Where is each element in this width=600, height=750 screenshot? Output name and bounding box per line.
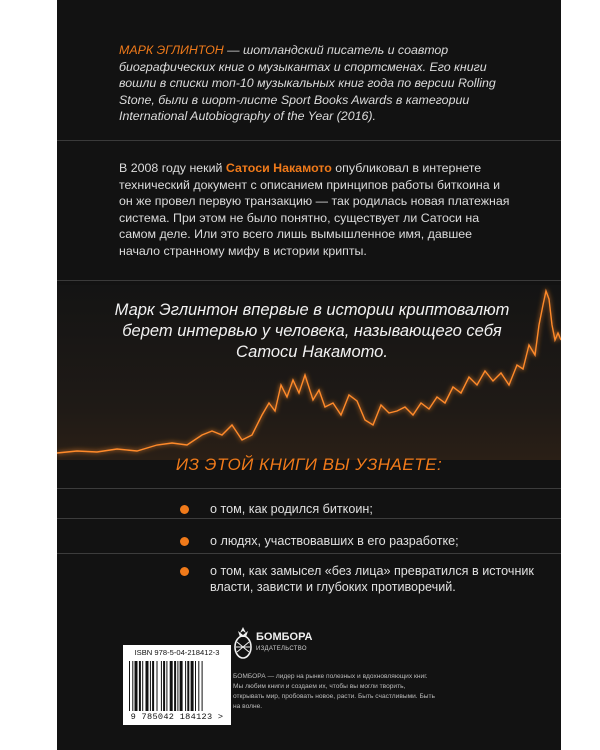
pineapple-logo-icon bbox=[233, 625, 253, 661]
barcode-bar bbox=[161, 661, 162, 711]
barcode-bar bbox=[152, 661, 154, 711]
barcode-bar bbox=[198, 661, 199, 711]
bullet-dot-icon bbox=[180, 537, 189, 546]
quote-text: Марк Эглинтон впервые в истории криптовалют берет интервью у человека, называющего себя Сатоси Накамото. bbox=[114, 301, 510, 361]
barcode-bar bbox=[177, 661, 178, 711]
publisher-subtitle: ИЗДАТЕЛЬСТВО bbox=[256, 646, 307, 652]
list-item bbox=[57, 518, 561, 554]
author-name: МАРК ЭГЛИНТОН bbox=[119, 43, 224, 57]
bullet-text: о людях, участвовавших в его разработке; bbox=[210, 534, 459, 548]
barcode-digits: 9 785042 184123 > bbox=[130, 712, 224, 722]
list-item bbox=[57, 488, 561, 519]
barcode-bar bbox=[170, 661, 173, 711]
barcode-bar bbox=[135, 661, 138, 711]
book-back-cover bbox=[57, 0, 561, 750]
barcode bbox=[123, 645, 231, 725]
publisher-logo bbox=[233, 625, 313, 665]
intro-paragraph bbox=[119, 160, 514, 260]
barcode-bar bbox=[180, 661, 183, 711]
barcode-bar bbox=[129, 661, 130, 711]
barcode-bar bbox=[139, 661, 141, 711]
barcode-bar bbox=[163, 661, 165, 711]
publisher-name: БОМБОРА bbox=[256, 631, 313, 643]
author-bio-text: — шотландский писатель и соавтор биографических книг о музыкантах и спортсменах. Его книги вошли в списки топ-10 музыкальных книг года по версии Rolling Stone, были в шорт-листе Sport Books Awards в категории International Autobiography of the Year (2016). bbox=[119, 43, 496, 123]
bullet-text: о том, как замысел «без лица» превратился в источник власти, зависти и глубоких противоречий. bbox=[210, 564, 534, 594]
barcode-bars bbox=[127, 661, 227, 711]
divider-top bbox=[57, 140, 561, 141]
barcode-bar bbox=[146, 661, 149, 711]
barcode-bar bbox=[150, 661, 151, 711]
barcode-bar bbox=[157, 661, 158, 711]
barcode-bar bbox=[142, 661, 143, 711]
divider-middle bbox=[57, 280, 561, 281]
author-bio bbox=[119, 42, 519, 125]
isbn-text: ISBN 978-5-04-218412-3 bbox=[134, 648, 220, 657]
barcode-bar bbox=[185, 661, 186, 711]
barcode-bar bbox=[166, 661, 167, 711]
publisher-description: БОМБОРА — лидер на рынке полезных и вдохновляющих книг. Мы любим книги и создаем их, чтобы вы могли творить, открывать мир, пробовать новое, расти. Быть счастливыми. Быть на волне. bbox=[233, 673, 435, 710]
learn-title: ИЗ ЭТОЙ КНИГИ ВЫ УЗНАЕТЕ: bbox=[175, 455, 443, 474]
satoshi-highlight: Сатоси Накамото bbox=[225, 161, 332, 175]
barcode-bar bbox=[187, 661, 189, 711]
bullet-dot-icon bbox=[180, 567, 189, 576]
barcode-bar bbox=[195, 661, 196, 711]
barcode-bar bbox=[191, 661, 194, 711]
list-item bbox=[57, 553, 561, 609]
barcode-bar bbox=[202, 661, 203, 711]
intro-text-before: В 2008 году некий bbox=[119, 161, 226, 175]
intro-text-after: опубликовал в интернете технический документ с описанием принципов работы биткоина и он же провел первую транзакцию — так родилась новая платежная система. При этом не было понятно, существует ли Сатоси на самом деле. Или это всего лишь вымышленное имя, давшее начало странному мифу в истории крипты. bbox=[119, 161, 510, 258]
bullet-dot-icon bbox=[180, 505, 189, 514]
barcode-bar bbox=[174, 661, 176, 711]
barcode-bar bbox=[132, 661, 133, 711]
bullet-text: о том, как родился биткоин; bbox=[210, 502, 373, 516]
